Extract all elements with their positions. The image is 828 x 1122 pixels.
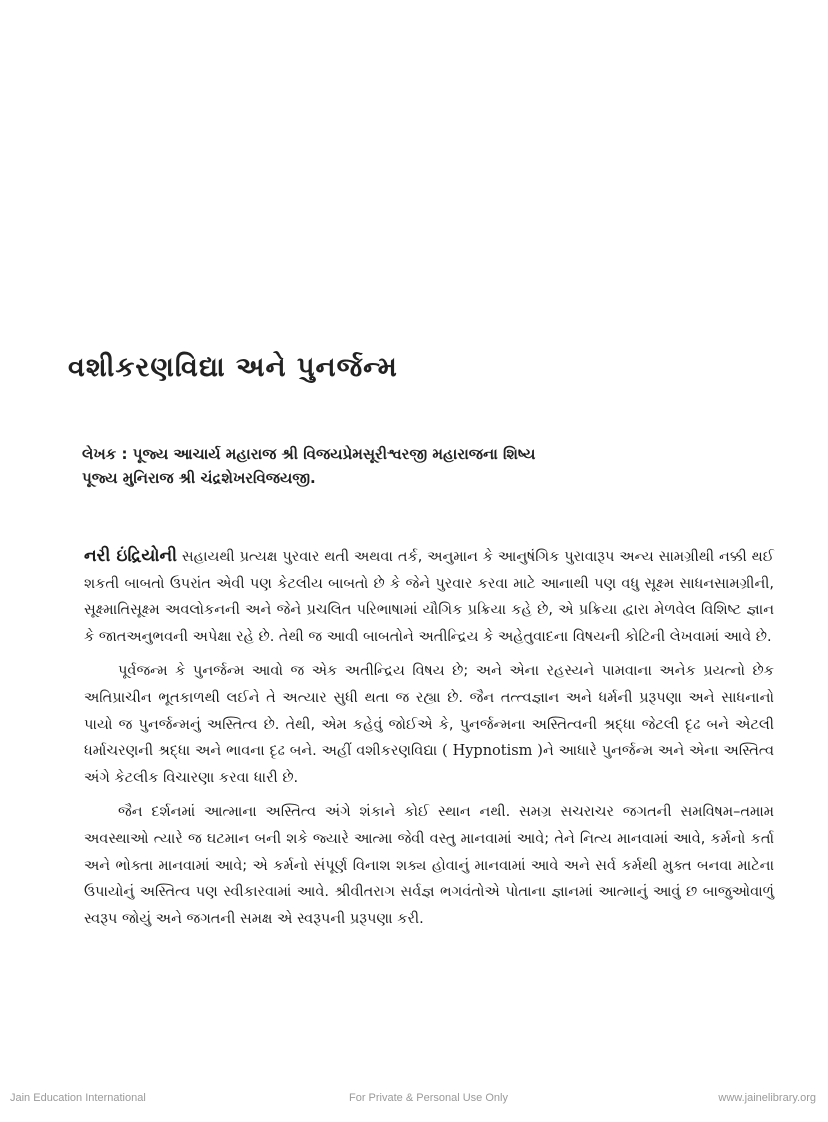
article-title: વશીકરણવિદ્યા અને પુનર્જન્મ bbox=[68, 352, 398, 383]
hypnotism-term: ( Hypnotism ) bbox=[442, 743, 543, 760]
author-line-2: પૂજ્ય મુનિરાજ શ્રી ચંદ્રશેખરવિજયજી. bbox=[82, 469, 316, 487]
article-body bbox=[84, 543, 774, 940]
page-footer bbox=[0, 1092, 828, 1108]
author-byline bbox=[82, 442, 782, 490]
paragraph-3 bbox=[84, 799, 774, 932]
paragraph-2 bbox=[84, 658, 774, 791]
footer-publisher: Jain Education International bbox=[10, 1092, 146, 1104]
paragraph-1-text: સહાયથી પ્રત્યક્ષ પુરવાર થતી અથવા તર્ક, અનુમાન કે આનુષંગિક પુરાવારૂપ અન્ય સામગ્રીથી નક્કી થઈ શકતી બાબતો ઉપરાંત એવી પણ કેટલીય બાબતો છે કે જેને પુરવાર કરવા માટે આનાથી પણ વધુ સૂક્ષ્મ સાધનસામગ્રીની, સૂક્ષ્માતિસૂક્ષ્મ અવલોકનની અને જેને પ્રચલિત પરિભાષામાં યૌગિક પ્રક્રિયા કહે છે, એ પ્રક્રિયા દ્વારા મેળવેલ વિશિષ્ટ જ્ઞાન કે જાતઅનુભવની અપેક્ષા રહે છે. તેથી જ આવી બાબતોને અતીન્દ્રિય કે અહેતુવાદના વિષયની કોટિની લેખવામાં આવે છે. bbox=[84, 549, 774, 645]
paragraph-3-text: જૈન દર્શનમાં આત્માના અસ્તિત્વ અંગે શંકાને કોઈ સ્થાન નથી. સમગ્ર સચરાચર જગતની સમવિષમ–તમામ અવસ્થાઓ ત્યારે જ ઘટમાન બની શકે જ્યારે આત્મા જેવી વસ્તુ માનવામાં આવે; તેને નિત્ય માનવામાં આવે, કર્મનો કર્તા અને ભોક્તા માનવામાં આવે; એ કર્મનો સંપૂર્ણ વિનાશ શક્ય હોવાનું માનવામાં આવે અને સર્વ કર્મથી મુક્ત બનવા માટેના ઉપાયોનું અસ્તિત્વ પણ સ્વીકારવામાં આવે. શ્રીવીતરાગ સર્વજ્ઞ ભગવંતોએ પોતાના જ્ઞાનમાં આત્માનું આવું છ બાજુઓવાળું સ્વરૂપ જોયું અને જગતની સમક્ષ એ સ્વરૂપની પ્રરૂપણા કરી. bbox=[84, 804, 774, 927]
footer-usage-note: For Private & Personal Use Only bbox=[349, 1092, 508, 1104]
author-line-1: લેખક : પૂજ્ય આચાર્ય મહારાજ શ્રી વિજયપ્રેમસૂરીશ્વરજી મહારાજના શિષ્ય bbox=[82, 445, 536, 463]
footer-website-link[interactable]: www.jainelibrary.org bbox=[718, 1092, 816, 1104]
paragraph-2-text-before: પૂર્વજન્મ કે પુનર્જન્મ આવો જ એક અતીન્દ્રિય વિષય છે; અને એના રહસ્યને પામવાના અનેક પ્રયત્નો છેક અતિપ્રાચીન ભૂતકાળથી લઈને તે અત્યાર સુધી થતા જ રહ્યા છે. જૈન તત્ત્વજ્ઞાન અને ધર્મની પ્રરૂપણા અને સાધનાનો પાયો જ પુનર્જન્મનું અસ્તિત્વ છે. તેથી, એમ કહેવું જોઈએ કે, પુનર્જન્મના અસ્તિત્વની શ્રદ્ધા જેટલી દૃઢ બને એટલી ધર્માચરણની શ્રદ્ધા અને ભાવના દૃઢ બને. અહીં વશીકરણવિદ્યા bbox=[84, 663, 774, 760]
lead-words: નરી ઇંદ્રિયોની bbox=[84, 546, 178, 566]
paragraph-1 bbox=[84, 543, 774, 650]
paragraph-2-text-after: ને આધારે પુનર્જન્મ અને એના અસ્તિત્વ અંગે કેટલીક વિચારણા કરવા ધારી છે. bbox=[84, 743, 775, 786]
